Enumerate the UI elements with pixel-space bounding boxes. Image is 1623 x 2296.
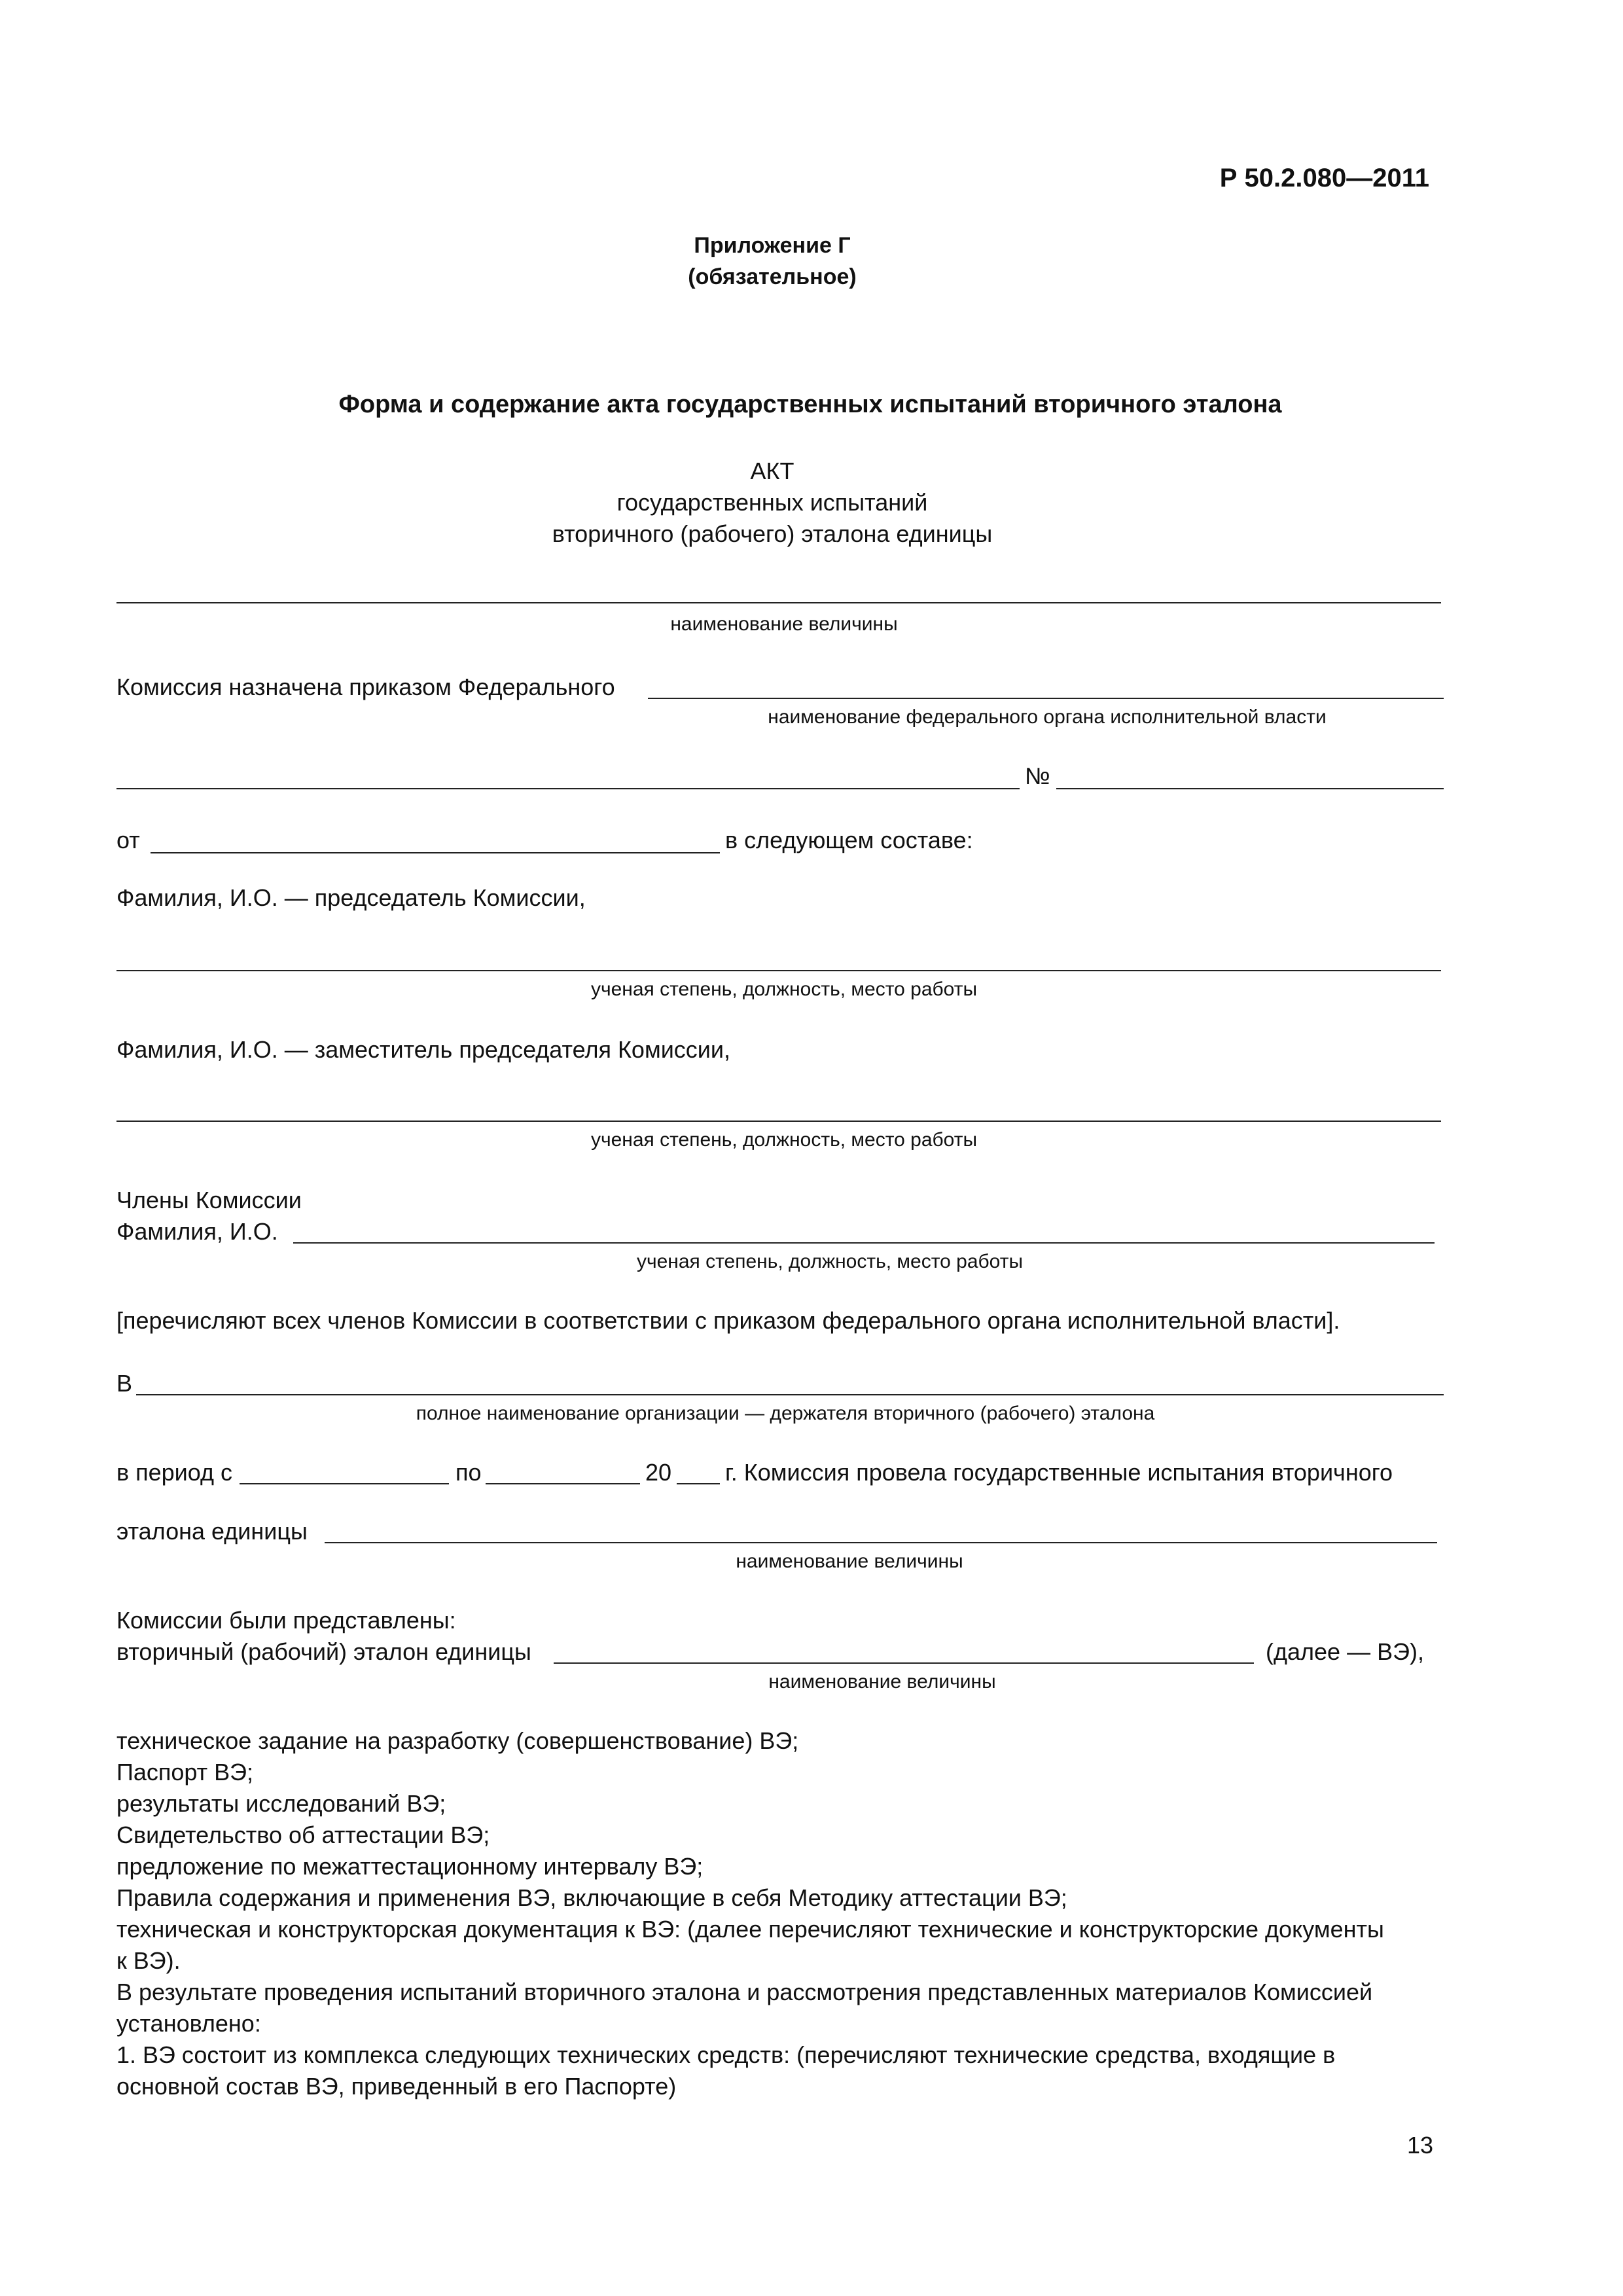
from-label: от	[116, 827, 140, 853]
secondary-standard-line	[554, 1662, 1254, 1664]
number-sign: №	[1025, 762, 1050, 789]
caption-organization: полное наименование организации — держателя вторичного (рабочего) эталона	[416, 1403, 1155, 1424]
order-number-line	[1056, 788, 1444, 789]
act-title: АКТ	[750, 457, 794, 484]
appendix-status: (обязательное)	[688, 264, 857, 289]
commission-prefix-text: Комиссия назначена приказом Федерального	[116, 673, 615, 700]
caption-federal-body: наименование федерального органа исполнительной власти	[768, 706, 1327, 728]
list-item: техническое задание на разработку (совершенствование) ВЭ;	[116, 1727, 799, 1754]
item1-line-2: основной состав ВЭ, приведенный в его Паспорте)	[116, 2073, 677, 2100]
caption-degree-deputy: ученая степень, должность, место работы	[590, 1129, 978, 1151]
caption-quantity-name: наименование величины	[670, 613, 898, 635]
period-to-line	[486, 1483, 640, 1484]
section-title: Форма и содержание акта государственных испытаний вторичного эталона	[338, 391, 1282, 418]
year-prefix: 20	[645, 1459, 672, 1486]
standard-unit-label: эталона единицы	[116, 1518, 308, 1545]
result-line-1: В результате проведения испытаний вторичного эталона и рассмотрения представленных материалов Комиссией	[116, 1979, 1373, 2005]
period-to-label: по	[455, 1459, 482, 1486]
chairman-text: Фамилия, И.О. — председатель Комиссии,	[116, 884, 586, 911]
list-item: Правила содержания и применения ВЭ, включающие в себя Методику аттестации ВЭ;	[116, 1884, 1067, 1911]
hereinafter-text: (далее — ВЭ),	[1266, 1638, 1424, 1665]
year-line	[677, 1483, 720, 1484]
member-line	[293, 1242, 1435, 1244]
in-label: В	[116, 1370, 133, 1397]
date-line	[151, 852, 720, 853]
deputy-line	[116, 1121, 1441, 1122]
list-item: предложение по межаттестационному интервалу ВЭ;	[116, 1853, 704, 1880]
members-note: [перечисляют всех членов Комиссии в соответствии с приказом федерального органа исполнительной власти].	[116, 1307, 1340, 1334]
period-from-line	[240, 1483, 449, 1484]
caption-degree-chairman: ученая степень, должность, место работы	[590, 978, 978, 1000]
composition-label: в следующем составе:	[725, 827, 973, 853]
standard-unit-line	[325, 1542, 1437, 1543]
organization-line	[136, 1394, 1444, 1395]
list-item: результаты исследований ВЭ;	[116, 1790, 446, 1817]
presented-label: Комиссии были представлены:	[116, 1607, 456, 1634]
caption-degree-member: ученая степень, должность, место работы	[636, 1251, 1024, 1272]
caption-quantity-name-2: наименование величины	[736, 1551, 963, 1572]
page-number: 13	[1406, 2132, 1433, 2159]
list-item: Паспорт ВЭ;	[116, 1759, 254, 1785]
caption-quantity-name-3: наименование величины	[768, 1671, 996, 1693]
result-line-2: установлено:	[116, 2010, 261, 2037]
tech-docs-line-2: к ВЭ).	[116, 1947, 181, 1974]
period-suffix: г. Комиссия провела государственные испытания вторичного	[725, 1459, 1393, 1486]
quantity-name-line	[116, 602, 1441, 603]
act-subtitle-unit: вторичного (рабочего) эталона единицы	[552, 520, 993, 547]
item1-line-1: 1. ВЭ состоит из комплекса следующих технических средств: (перечисляют технические средства, входящие в	[116, 2041, 1336, 2068]
chairman-line	[116, 970, 1441, 971]
secondary-standard-label: вторичный (рабочий) эталон единицы	[116, 1638, 531, 1665]
tech-docs-line-1: техническая и конструкторская документация к ВЭ: (далее перечисляют технические и конструкторские документы	[116, 1916, 1384, 1943]
members-heading: Члены Комиссии	[116, 1187, 302, 1213]
order-line	[116, 788, 1020, 789]
member-name-text: Фамилия, И.О.	[116, 1218, 278, 1245]
document-code: Р 50.2.080—2011	[1219, 164, 1429, 192]
federal-body-line	[648, 698, 1444, 699]
list-item: Свидетельство об аттестации ВЭ;	[116, 1821, 490, 1848]
deputy-text: Фамилия, И.О. — заместитель председателя Комиссии,	[116, 1036, 731, 1063]
act-subtitle: государственных испытаний	[616, 489, 928, 516]
period-from-label: в период с	[116, 1459, 233, 1486]
appendix-title: Приложение Г	[694, 233, 851, 258]
